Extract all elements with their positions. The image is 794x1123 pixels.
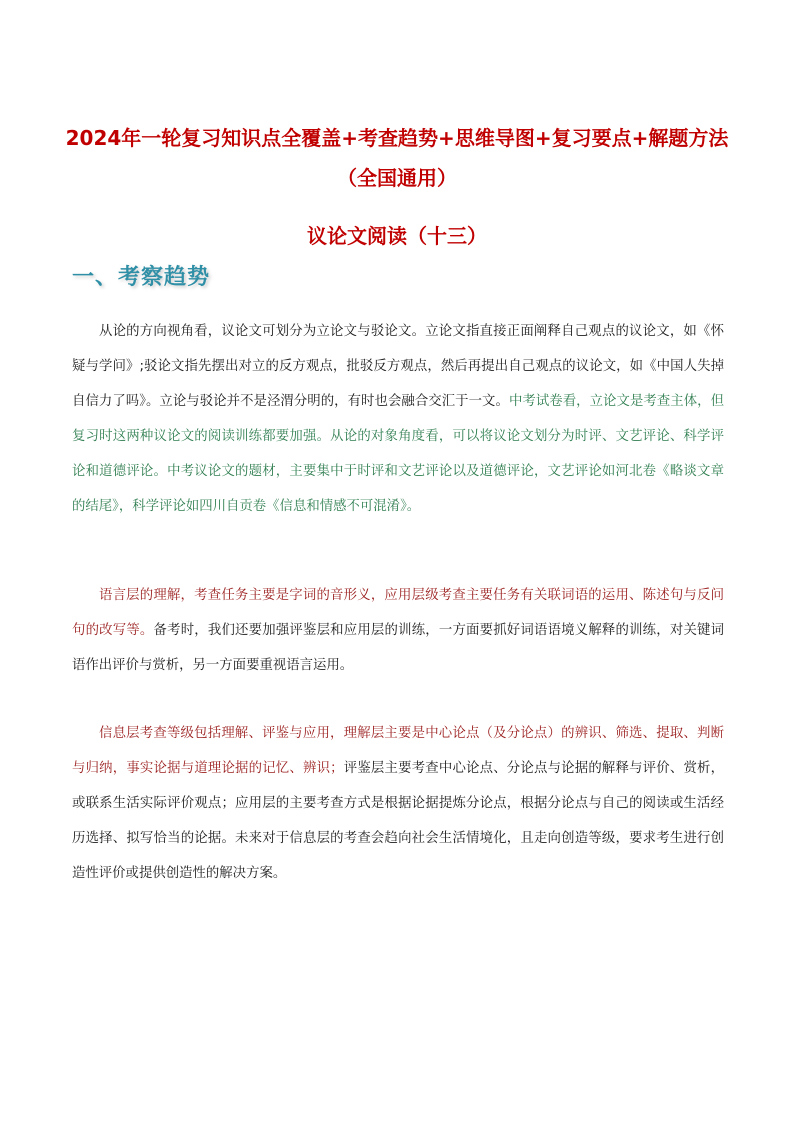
paragraph-1-segment-2: 中考试卷看，立论文是考查主体，但复习时这两种议论文的阅读训练都要加强。从论的对象角度看，可以将议论文划分为时评、文艺评论、科学评论和道德评论。中考议论文的题材，主要集中于时评和文艺评论以及道德评论，文艺评论如河北卷《略谈文章的结尾》，科学评论如四川自贡卷《信息和情感不可混淆》。	[72, 394, 724, 514]
paragraph-3	[72, 716, 724, 891]
paragraph-1-segment-1: 从论的方向视角看，议论文可划分为立论文与驳论文。立论文指直接正面阐释自己观点的议论文，如《怀疑与学问》;驳论文指先摆出对立的反方观点，批驳反方观点，然后再提出自己观点的议论文，如《中国人失掉自信力了吗》。立论与驳论并不是泾渭分明的，有时也会融合交汇于一文。	[72, 324, 724, 409]
document-subtitle: 议论文阅读（十三）	[307, 224, 487, 248]
paragraph-3-segment-2: 评鉴层主要考查中心论点、分论点与论据的解释与评价、赏析，或联系生活实际评价观点；应用层的主要考查方式是根据论据提炼分论点，根据分论点与自己的阅读或生活经历选择、拟写恰当的论据。未来对于信息层的考查会趋向社会生活情境化，且走向创造等级，要求考生进行创造性评价或提供创造性的解决方案。	[72, 761, 725, 881]
document-title: 2024年一轮复习知识点全覆盖+考查趋势+思维导图+复习要点+解题方法（全国通用）	[65, 126, 729, 190]
paragraph-1	[72, 314, 724, 524]
paragraph-2-segment-1: 语言层的理解，考查任务主要是字词的音形义，应用层级考查主要任务有关联词语的运用、陈述句与反问句的改写等。	[72, 588, 724, 638]
section-heading: 一、考察趋势	[72, 265, 211, 290]
paragraph-3-segment-1: 信息层考查等级包括理解、评鉴与应用，理解层主要是中心论点（及分论点）的辨识、筛选、提取、判断与归纳，事实论据与道理论据的记忆、辨识；	[72, 726, 724, 776]
paragraph-2-segment-2: 备考时，我们还要加强评鉴层和应用层的训练，一方面要抓好词语语境义解释的训练，对关键词语作出评价与赏析，另一方面要重视语言运用。	[72, 623, 725, 673]
paragraph-2	[72, 578, 724, 683]
